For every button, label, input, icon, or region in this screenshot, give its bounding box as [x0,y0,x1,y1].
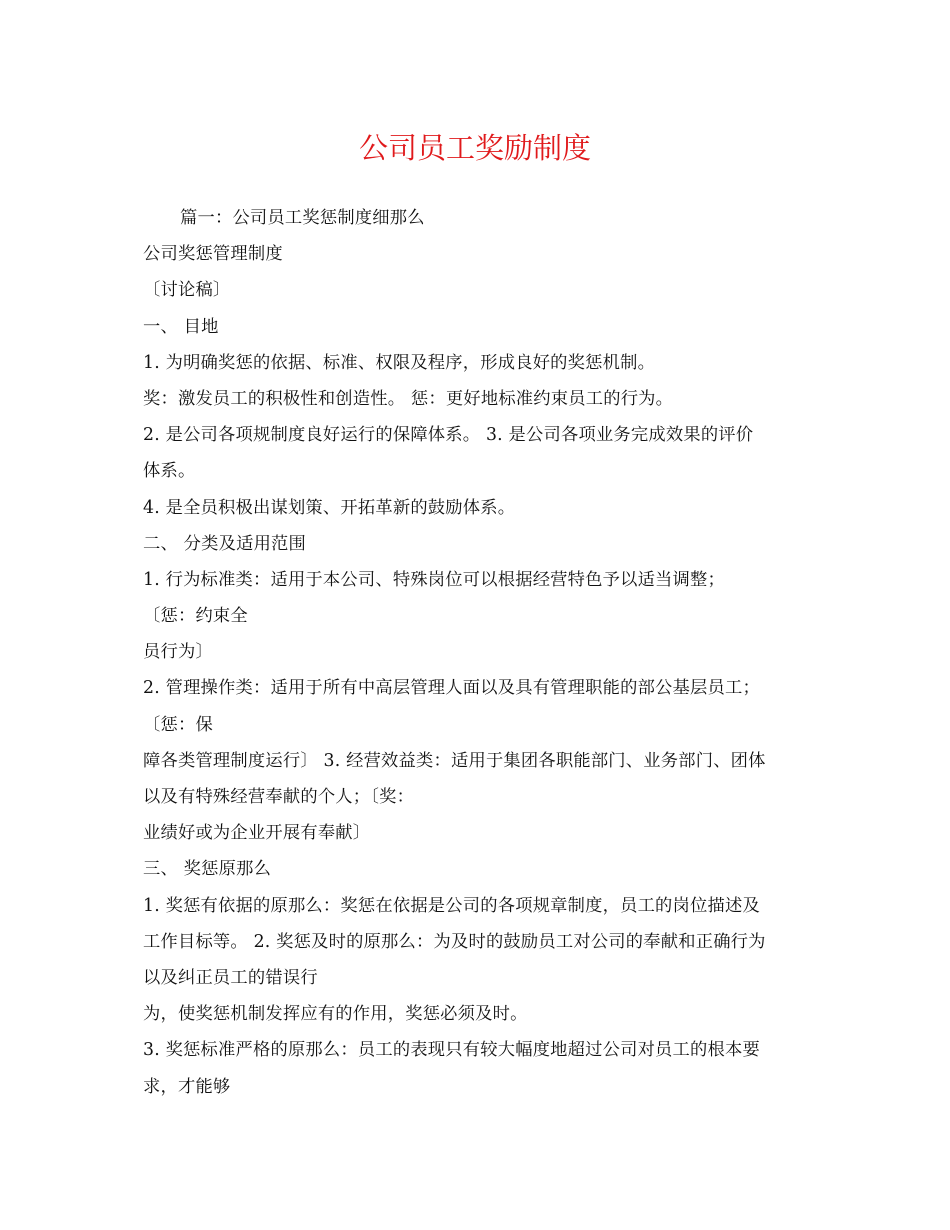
text-line: 工作目标等。 2. 奖惩及时的原那么：为及时的鼓励员工对公司的奉献和正确行为 [143,931,766,952]
text-line: 2. 是公司各项规制度良好运行的保障体系。 3. 是公司各项业务完成效果的评价 [143,425,754,446]
text-line: 奖：激发员工的积极性和创造性。 惩：更好地标准约束员工的行为。 [143,388,674,409]
text-line: 1. 行为标准类：适用于本公司、特殊岗位可以根据经营特色予以适当调整； [143,569,725,590]
document-body [143,200,815,1105]
text-line: 求，才能够 [143,1076,231,1097]
text-line: 公司奖惩管理制度 [143,244,283,265]
text-line: 以及有特殊经营奉献的个人；〔奖： [143,787,415,807]
text-line: 障各类管理制度运行〕 3. 经营效益类：适用于集团各职能部门、业务部门、团体 [143,750,766,771]
text-line: 3. 奖惩标准严格的原那么：员工的表现只有较大幅度地超过公司对员工的根本要 [143,1040,760,1061]
document-title: 公司员工奖励制度 [358,131,591,165]
text-line: 一、 目地 [143,316,219,337]
text-line: 为，使奖惩机制发挥应有的作用，奖惩必须及时。 [143,1004,528,1025]
text-line: 篇一：公司员工奖惩制度细那么 [180,208,425,228]
text-line: 2. 管理操作类：适用于所有中高层管理人面以及具有管理职能的部公基层员工； [143,678,760,699]
text-line: 二、 分类及适用范围 [143,533,307,554]
text-line: 〔讨论稿〕 [143,280,231,301]
text-line: 三、 奖惩原那么 [143,859,272,880]
text-line: 以及纠正员工的错误行 [143,967,318,988]
text-line: 业绩好或为企业开展有奉献〕 [143,823,371,844]
text-line: 员行为〕 [143,642,213,663]
text-line: 1. 为明确奖惩的依据、标准、权限及程序，形成良好的奖惩机制。 [143,352,656,373]
text-line: 〔惩：约束全 [143,606,248,627]
text-line: 4. 是全员积极出谋划策、开拓革新的鼓励体系。 [143,497,516,518]
text-line: 〔惩：保 [143,714,213,735]
text-line: 体系。 [143,461,196,482]
text-line: 1. 奖惩有依据的原那么：奖惩在依据是公司的各项规章制度，员工的岗位描述及 [143,895,760,916]
